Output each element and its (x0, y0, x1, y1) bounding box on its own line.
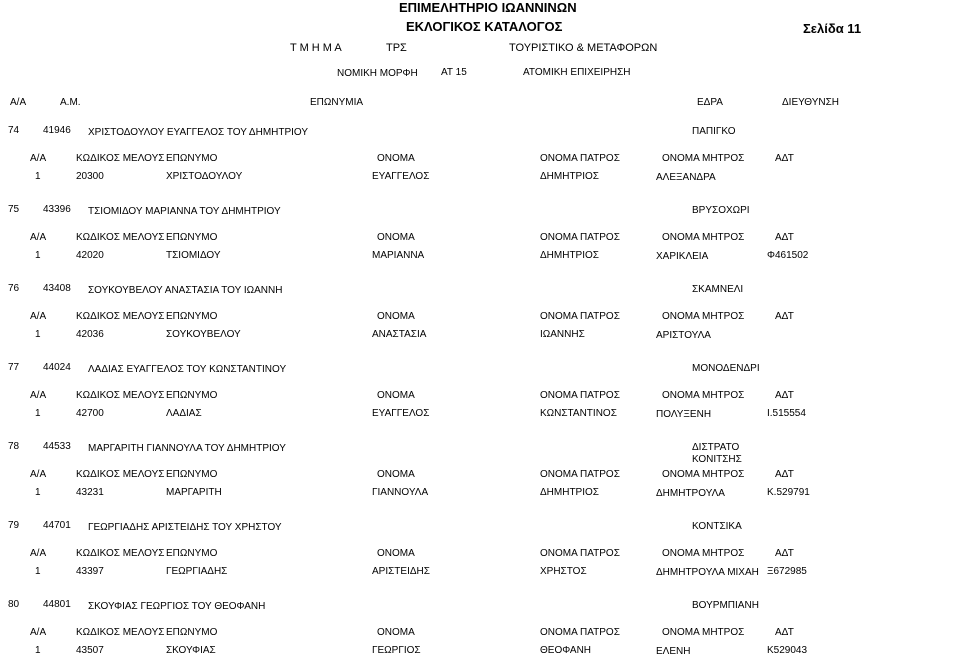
sub-col-mother: ΟΝΟΜΑ ΜΗΤΡΟΣ (662, 153, 745, 164)
member-mother: ΕΛΕΝΗ (656, 646, 691, 657)
member-father: ΘΕΟΦΑΝΗ (540, 645, 592, 656)
record-aa: 77 (8, 362, 20, 373)
member-id: Ξ672985 (767, 566, 807, 577)
record (0, 362, 960, 442)
sub-col-surname: ΕΠΩΝΥΜΟ (166, 627, 218, 638)
record-name: ΛΑΔΙΑΣ ΕΥΑΓΓΕΛΟΣ ΤΟΥ ΚΩΝΣΤΑΝΤΙΝΟΥ (88, 364, 287, 375)
sub-col-mother: ΟΝΟΜΑ ΜΗΤΡΟΣ (662, 390, 745, 401)
record-am: 44024 (43, 362, 71, 373)
record-seat: ΜΟΝΟΔΕΝΔΡΙ (692, 363, 760, 374)
member-mother: ΔΗΜΗΤΡΟΥΛΑ (656, 488, 725, 499)
sub-col-aa: Α/Α (30, 311, 47, 322)
record-aa: 79 (8, 520, 20, 531)
member-surname: ΜΑΡΓΑΡΙΤΗ (166, 487, 222, 498)
record-am: 43408 (43, 283, 71, 294)
sub-col-id: ΑΔΤ (775, 390, 794, 401)
record-name: ΜΑΡΓΑΡΙΤΗ ΓΙΑΝΝΟΥΛΑ ΤΟΥ ΔΗΜΗΤΡΙΟΥ (88, 443, 286, 454)
sub-col-id: ΑΔΤ (775, 548, 794, 559)
sub-col-surname: ΕΠΩΝΥΜΟ (166, 390, 218, 401)
record-name: ΤΣΙΟΜΙΔΟΥ ΜΑΡΙΑΝΝΑ ΤΟΥ ΔΗΜΗΤΡΙΟΥ (88, 206, 281, 217)
member-first: ΑΝΑΣΤΑΣΙΑ (372, 329, 427, 340)
sub-col-aa: Α/Α (30, 548, 47, 559)
sub-col-surname: ΕΠΩΝΥΜΟ (166, 232, 218, 243)
sub-col-father: ΟΝΟΜΑ ΠΑΤΡΟΣ (540, 627, 620, 638)
member-mother: ΠΟΛΥΞΕΝΗ (656, 409, 712, 420)
record-aa: 74 (8, 125, 20, 136)
member-aa: 1 (35, 250, 41, 261)
form-code: ΑΤ 15 (441, 67, 467, 78)
record (0, 599, 960, 670)
member-aa: 1 (35, 487, 41, 498)
sub-col-father: ΟΝΟΜΑ ΠΑΤΡΟΣ (540, 390, 620, 401)
record-am: 44533 (43, 441, 71, 452)
sub-col-father: ΟΝΟΜΑ ΠΑΤΡΟΣ (540, 311, 620, 322)
sub-col-surname: ΕΠΩΝΥΜΟ (166, 469, 218, 480)
section-name: ΤΟΥΡΙΣΤΙΚΟ & ΜΕΤΑΦΟΡΩΝ (509, 42, 658, 54)
member-father: ΔΗΜΗΤΡΙΟΣ (540, 487, 599, 498)
sub-col-id: ΑΔΤ (775, 232, 794, 243)
page-number: Σελίδα 11 (803, 21, 862, 36)
member-surname: ΤΣΙΟΜΙΔΟΥ (166, 250, 221, 261)
member-id: Ι.515554 (767, 408, 806, 419)
sub-col-aa: Α/Α (30, 469, 47, 480)
sub-col-id: ΑΔΤ (775, 153, 794, 164)
record-seat: ΚΟΝΤΣΙΚΑ (692, 521, 742, 532)
member-id: Κ.529791 (767, 487, 810, 498)
record-name: ΧΡΙΣΤΟΔΟΥΛΟΥ ΕΥΑΓΓΕΛΟΣ ΤΟΥ ΔΗΜΗΤΡΙΟΥ (88, 127, 309, 138)
sub-col-father: ΟΝΟΜΑ ΠΑΤΡΟΣ (540, 153, 620, 164)
record-seat: ΣΚΑΜΝΕΛΙ (692, 284, 744, 295)
member-surname: ΣΚΟΥΦΙΑΣ (166, 645, 216, 656)
record-am: 44801 (43, 599, 71, 610)
sub-col-mother: ΟΝΟΜΑ ΜΗΤΡΟΣ (662, 548, 745, 559)
sub-col-surname: ΕΠΩΝΥΜΟ (166, 153, 218, 164)
section-code: ΤΡΣ (386, 42, 407, 54)
record-name: ΓΕΩΡΓΙΑΔΗΣ ΑΡΙΣΤΕΙΔΗΣ ΤΟΥ ΧΡΗΣΤΟΥ (88, 522, 282, 533)
sub-col-code: ΚΩΔΙΚΟΣ ΜΕΛΟΥΣ (76, 548, 165, 559)
member-first: ΜΑΡΙΑΝΝΑ (372, 250, 425, 261)
member-first: ΓΕΩΡΓΙΟΣ (372, 645, 421, 656)
sub-col-first: ΟΝΟΜΑ (377, 390, 415, 401)
record-am: 41946 (43, 125, 71, 136)
sub-col-code: ΚΩΔΙΚΟΣ ΜΕΛΟΥΣ (76, 390, 165, 401)
sub-col-aa: Α/Α (30, 232, 47, 243)
record (0, 283, 960, 363)
sub-col-id: ΑΔΤ (775, 469, 794, 480)
member-code: 20300 (76, 171, 104, 182)
record-aa: 80 (8, 599, 20, 610)
section-label: Τ Μ Η Μ Α (290, 42, 342, 54)
member-code: 42020 (76, 250, 104, 261)
member-mother: ΑΛΕΞΑΝΔΡΑ (656, 172, 716, 183)
sub-col-code: ΚΩΔΙΚΟΣ ΜΕΛΟΥΣ (76, 311, 165, 322)
record-aa: 76 (8, 283, 20, 294)
sub-col-aa: Α/Α (30, 153, 47, 164)
member-aa: 1 (35, 566, 41, 577)
col-address: ΔΙΕΥΘΥΝΣΗ (782, 97, 839, 108)
member-aa: 1 (35, 408, 41, 419)
sub-col-id: ΑΔΤ (775, 627, 794, 638)
record-name: ΣΟΥΚΟΥΒΕΛΟΥ ΑΝΑΣΤΑΣΙΑ ΤΟΥ ΙΩΑΝΝΗ (88, 285, 283, 296)
record-am: 44701 (43, 520, 71, 531)
record-seat: ΒΡΥΣΟΧΩΡΙ (692, 205, 750, 216)
sub-col-mother: ΟΝΟΜΑ ΜΗΤΡΟΣ (662, 232, 745, 243)
sub-col-aa: Α/Α (30, 627, 47, 638)
member-code: 43507 (76, 645, 104, 656)
sub-col-first: ΟΝΟΜΑ (377, 311, 415, 322)
member-mother: ΔΗΜΗΤΡΟΥΛΑ ΜΙΧΑΗ (656, 567, 759, 578)
member-surname: ΓΕΩΡΓΙΑΔΗΣ (166, 566, 228, 577)
member-code: 42036 (76, 329, 104, 340)
sub-col-surname: ΕΠΩΝΥΜΟ (166, 548, 218, 559)
col-aa: Α/Α (10, 97, 27, 108)
member-aa: 1 (35, 171, 41, 182)
catalog-title: ΕΚΛΟΓΙΚΟΣ ΚΑΤΑΛΟΓΟΣ (406, 19, 563, 34)
member-father: ΧΡΗΣΤΟΣ (540, 566, 587, 577)
form-label: ΝΟΜΙΚΗ ΜΟΡΦΗ (337, 68, 418, 79)
member-father: ΙΩΑΝΝΗΣ (540, 329, 585, 340)
col-am: Α.Μ. (60, 97, 81, 108)
sub-col-code: ΚΩΔΙΚΟΣ ΜΕΛΟΥΣ (76, 153, 165, 164)
record-aa: 75 (8, 204, 20, 215)
sub-col-first: ΟΝΟΜΑ (377, 548, 415, 559)
member-first: ΕΥΑΓΓΕΛΟΣ (372, 171, 430, 182)
record-seat: ΔΙΣΤΡΑΤΟ (692, 442, 740, 453)
sub-col-first: ΟΝΟΜΑ (377, 627, 415, 638)
member-surname: ΧΡΙΣΤΟΔΟΥΛΟΥ (166, 171, 243, 182)
member-mother: ΧΑΡΙΚΛΕΙΑ (656, 251, 709, 262)
member-father: ΚΩΝΣΤΑΝΤΙΝΟΣ (540, 408, 617, 419)
member-first: ΕΥΑΓΓΕΛΟΣ (372, 408, 430, 419)
sub-col-code: ΚΩΔΙΚΟΣ ΜΕΛΟΥΣ (76, 627, 165, 638)
record-seat-line2: ΚΟΝΙΤΣΗΣ (692, 454, 742, 465)
sub-col-id: ΑΔΤ (775, 311, 794, 322)
sub-col-first: ΟΝΟΜΑ (377, 232, 415, 243)
record (0, 204, 960, 284)
sub-col-surname: ΕΠΩΝΥΜΟ (166, 311, 218, 322)
member-surname: ΛΑΔΙΑΣ (166, 408, 202, 419)
member-code: 43231 (76, 487, 104, 498)
sub-col-father: ΟΝΟΜΑ ΠΑΤΡΟΣ (540, 469, 620, 480)
record-seat: ΒΟΥΡΜΠΙΑΝΗ (692, 600, 759, 611)
record-am: 43396 (43, 204, 71, 215)
member-first: ΑΡΙΣΤΕΙΔΗΣ (372, 566, 430, 577)
sub-col-code: ΚΩΔΙΚΟΣ ΜΕΛΟΥΣ (76, 469, 165, 480)
member-aa: 1 (35, 645, 41, 656)
sub-col-aa: Α/Α (30, 390, 47, 401)
sub-col-first: ΟΝΟΜΑ (377, 153, 415, 164)
sub-col-mother: ΟΝΟΜΑ ΜΗΤΡΟΣ (662, 311, 745, 322)
member-father: ΔΗΜΗΤΡΙΟΣ (540, 171, 599, 182)
col-seat: ΕΔΡΑ (697, 97, 723, 108)
record-seat: ΠΑΠΙΓΚΟ (692, 126, 736, 137)
col-name: ΕΠΩΝΥΜΙΑ (310, 97, 364, 108)
sub-col-father: ΟΝΟΜΑ ΠΑΤΡΟΣ (540, 548, 620, 559)
sub-col-father: ΟΝΟΜΑ ΠΑΤΡΟΣ (540, 232, 620, 243)
record-aa: 78 (8, 441, 20, 452)
member-surname: ΣΟΥΚΟΥΒΕΛΟΥ (166, 329, 241, 340)
sub-col-code: ΚΩΔΙΚΟΣ ΜΕΛΟΥΣ (76, 232, 165, 243)
sub-col-first: ΟΝΟΜΑ (377, 469, 415, 480)
member-code: 42700 (76, 408, 104, 419)
member-father: ΔΗΜΗΤΡΙΟΣ (540, 250, 599, 261)
member-id: Κ529043 (767, 645, 808, 656)
member-id: Φ461502 (767, 250, 809, 261)
sub-col-mother: ΟΝΟΜΑ ΜΗΤΡΟΣ (662, 469, 745, 480)
member-mother: ΑΡΙΣΤΟΥΛΑ (656, 330, 711, 341)
member-aa: 1 (35, 329, 41, 340)
record (0, 520, 960, 600)
record-name: ΣΚΟΥΦΙΑΣ ΓΕΩΡΓΙΟΣ ΤΟΥ ΘΕΟΦΑΝΗ (88, 601, 266, 612)
org-title: ΕΠΙΜΕΛΗΤΗΡΙΟ ΙΩΑΝΝΙΝΩΝ (399, 0, 577, 15)
sub-col-mother: ΟΝΟΜΑ ΜΗΤΡΟΣ (662, 627, 745, 638)
member-code: 43397 (76, 566, 104, 577)
record (0, 125, 960, 205)
record (0, 441, 960, 521)
member-first: ΓΙΑΝΝΟΥΛΑ (372, 487, 429, 498)
form-name: ΑΤΟΜΙΚΗ ΕΠΙΧΕΙΡΗΣΗ (523, 67, 631, 78)
